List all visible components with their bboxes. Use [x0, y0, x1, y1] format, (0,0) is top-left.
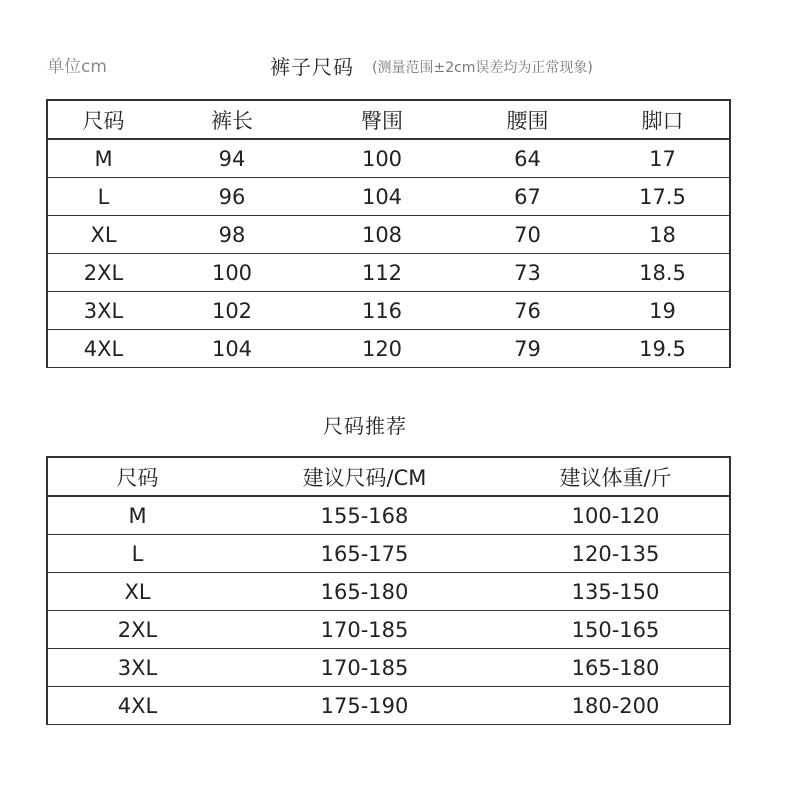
table-cell: 67 [459, 178, 596, 216]
column-header-size: 尺码 [47, 457, 227, 496]
table-cell: 4XL [47, 687, 227, 725]
table-cell: 120 [305, 330, 459, 368]
table-cell: 100 [159, 254, 305, 292]
table-cell: 170-185 [227, 611, 502, 649]
pants-size-title: 裤子尺码 [270, 55, 354, 79]
table-cell: 165-175 [227, 535, 502, 573]
table-cell: 70 [459, 216, 596, 254]
table-cell: 94 [159, 139, 305, 178]
table-cell: 18.5 [596, 254, 730, 292]
table-header-row [47, 457, 730, 496]
table-cell: XL [47, 573, 227, 611]
column-header-leg-opening: 脚口 [596, 100, 730, 139]
table-row [47, 687, 730, 725]
table-cell: 165-180 [502, 649, 730, 687]
table-cell: M [47, 496, 227, 535]
table-cell: 96 [159, 178, 305, 216]
unit-label: 单位cm [47, 57, 107, 77]
table-cell: M [47, 139, 159, 178]
table-cell: 73 [459, 254, 596, 292]
table-cell: 165-180 [227, 573, 502, 611]
table-cell: 3XL [47, 649, 227, 687]
table-row [47, 216, 730, 254]
table-row [47, 649, 730, 687]
table-cell: L [47, 535, 227, 573]
table-cell: 100-120 [502, 496, 730, 535]
column-header-length: 裤长 [159, 100, 305, 139]
size-recommendation-table [46, 456, 731, 725]
table-cell: 3XL [47, 292, 159, 330]
table-cell: 100 [305, 139, 459, 178]
column-header-size: 尺码 [47, 100, 159, 139]
table-row [47, 178, 730, 216]
table-cell: 19 [596, 292, 730, 330]
table-cell: 98 [159, 216, 305, 254]
table-header-row [47, 100, 730, 139]
table-cell: 155-168 [227, 496, 502, 535]
pants-size-table [46, 99, 731, 368]
table-row [47, 573, 730, 611]
table-cell: 79 [459, 330, 596, 368]
table-cell: 2XL [47, 611, 227, 649]
table-cell: 170-185 [227, 649, 502, 687]
table-row [47, 611, 730, 649]
table-row [47, 535, 730, 573]
table-cell: 112 [305, 254, 459, 292]
table-cell: 64 [459, 139, 596, 178]
table-cell: 4XL [47, 330, 159, 368]
table-cell: 120-135 [502, 535, 730, 573]
table-cell: 17 [596, 139, 730, 178]
table-cell: 104 [305, 178, 459, 216]
table-cell: 2XL [47, 254, 159, 292]
table-row [47, 292, 730, 330]
table-cell: XL [47, 216, 159, 254]
size-recommendation-title: 尺码推荐 [323, 414, 407, 438]
table-cell: 76 [459, 292, 596, 330]
column-header-waist: 腰围 [459, 100, 596, 139]
table-cell: 108 [305, 216, 459, 254]
table-row [47, 139, 730, 178]
table-cell: 116 [305, 292, 459, 330]
table-row [47, 496, 730, 535]
table-cell: 18 [596, 216, 730, 254]
measurement-note: (测量范围±2cm误差均为正常现象) [372, 60, 593, 76]
table-cell: 135-150 [502, 573, 730, 611]
table-row [47, 330, 730, 368]
column-header-height: 建议尺码/CM [227, 457, 502, 496]
table-cell: L [47, 178, 159, 216]
table-cell: 180-200 [502, 687, 730, 725]
column-header-weight: 建议体重/斤 [502, 457, 730, 496]
table-cell: 102 [159, 292, 305, 330]
table-cell: 19.5 [596, 330, 730, 368]
table-row [47, 254, 730, 292]
table-cell: 17.5 [596, 178, 730, 216]
table-cell: 175-190 [227, 687, 502, 725]
table-cell: 104 [159, 330, 305, 368]
table-cell: 150-165 [502, 611, 730, 649]
column-header-hip: 臀围 [305, 100, 459, 139]
